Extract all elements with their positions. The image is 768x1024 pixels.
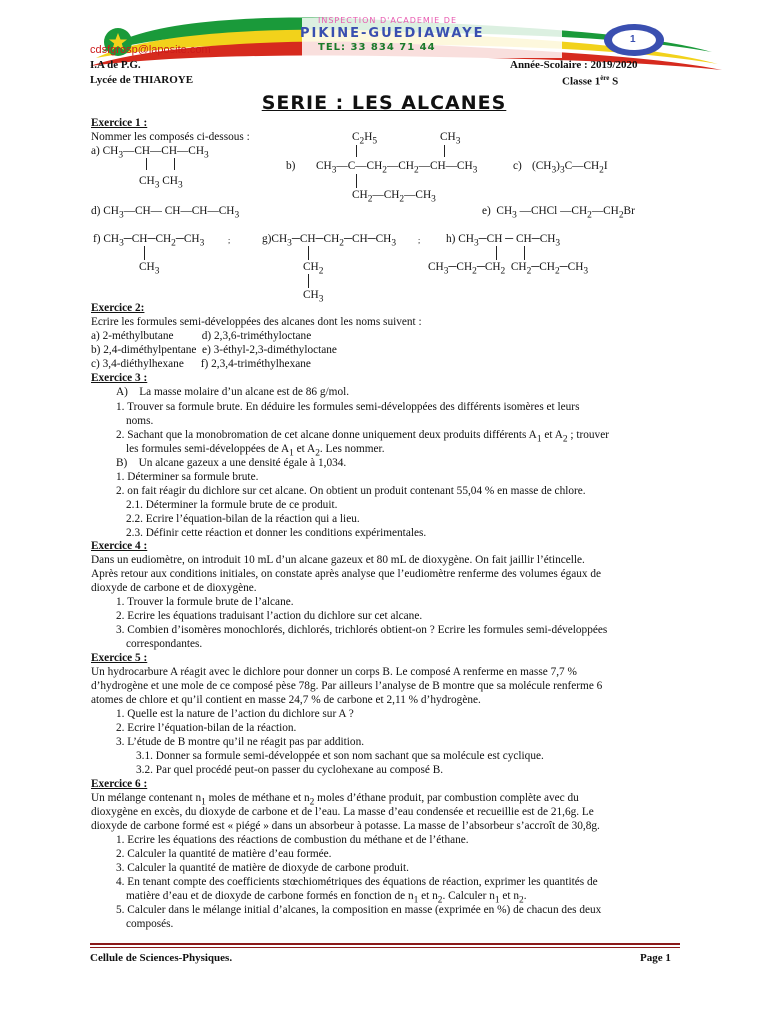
formula-g-branch: $CH_2$ xyxy=(303,261,324,277)
ex3-A2a: 2. Sachant que la monobromation de cet alcane donne uniquement deux produits différents A xyxy=(116,429,537,441)
ex4-q2: 2. Ecrire les équations traduisant l’action du dichlore sur cet alcane. xyxy=(116,610,423,622)
ex6-q4b: matière d’eau et de dioxyde de carbone formés en fonction de $n_1$ et $n_2$. Calculer $n_1$ et $n_2$. xyxy=(126,890,527,906)
ex5-q3: 3. L’étude de B montre qu’il ne réagit pas par addition. xyxy=(116,736,365,748)
ex6-line-2: dioxygène en excès, du dioxyde de carbone et de l’eau. La masse d’eau condensée et recueillie est de 21,6g. Le xyxy=(91,806,594,818)
ex6-q4b3: . Calculer n xyxy=(442,890,495,902)
label-e: e) xyxy=(482,205,491,217)
ex1-heading: Exercice 1 : xyxy=(91,117,148,129)
ex6-l1a: Un mélange contenant n xyxy=(91,792,202,804)
ex5-q1: 1. Quelle est la nature de l’action du dichlore sur A ? xyxy=(116,708,354,720)
ex3-B22: 2.2. Ecrire l’équation-bilan de la réaction qui a lieu. xyxy=(126,513,360,525)
formula-g-branch2: $CH_3$ xyxy=(303,289,324,305)
bond-b1 xyxy=(356,145,357,157)
bond-h1 xyxy=(496,246,497,260)
ex5-q32: 3.2. Par quel procédé peut-on passer du cyclohexane au composé B. xyxy=(136,764,444,776)
ex3-B21: 2.1. Déterminer la formule brute de ce produit. xyxy=(126,499,338,511)
ex3-heading: Exercice 3 : xyxy=(91,372,148,384)
formula-a: a) $CH_3—CH—CH—CH_3$ xyxy=(91,145,209,161)
ex4-q3b: correspondantes. xyxy=(126,638,203,650)
header-annee: Année-Scolaire : 2019/2020 xyxy=(510,59,638,71)
ex2-row-1: a) 2-méthylbutane d) 2,3,6-triméthyloctane xyxy=(91,330,312,342)
ex6-heading: Exercice 6 : xyxy=(91,778,148,790)
label-a: a) xyxy=(91,145,100,157)
formula-d: d) $CH_3—CH—$ $CH—CH—CH_3$ xyxy=(91,205,240,221)
ex4-line-2: Après retour aux conditions initiales, on constate après analyse que l’eudiomètre renferme des volumes égaux de xyxy=(91,568,602,580)
ex5-line-3: atomes de chlore et qu’il contient en masse 24,7 % de carbone et 2,11 % d’hydrogène. xyxy=(91,694,481,706)
ex3-B1: 1. Déterminer sa formule brute. xyxy=(116,471,259,483)
ex6-q4b1: matière d’eau et de dioxyde de carbone formés en fonction de n xyxy=(126,890,414,902)
formula-c-label: c) xyxy=(513,160,522,172)
ex6-q5a: 5. Calculer dans le mélange initial d’alcanes, la composition en masse (exprimée en %) de chacun des deux xyxy=(116,904,602,916)
formula-b-label: b) xyxy=(286,160,296,172)
label-f: f) xyxy=(93,233,101,245)
ex5-line-1: Un hydrocarbure A réagit avec le dichlore pour donner un corps B. Le composé A renferme en masse 7,7 % xyxy=(91,666,577,678)
bond-a1 xyxy=(146,158,147,170)
label-d: d) xyxy=(91,205,101,217)
ex6-l1b: moles de méthane et n xyxy=(205,792,310,804)
ex6-q4a: 4. En tenant compte des coefficients stœchiométriques des équations de réaction, exprimer les quantités de xyxy=(116,876,598,888)
ex6-line-3: dioxyde de carbone formé est « piégé » dans un absorbeur à potasse. La masse de l’absorbeur s’accroît de 30,8g. xyxy=(91,820,600,832)
ex3-B23: 2.3. Définir cette réaction et donner les conditions expérimentales. xyxy=(126,527,427,539)
ex5-q31: 3.1. Donner sa formule semi-développée et son nom sachant que sa molécule est cyclique. xyxy=(136,750,544,762)
ex6-q2: 2. Calculer la quantité de matière d’eau formée. xyxy=(116,848,332,860)
label-g: g) xyxy=(262,233,272,245)
header-classe xyxy=(562,74,618,88)
ex6-q3: 3. Calculer la quantité de matière de dioxyde de carbone produit. xyxy=(116,862,409,874)
ex2-intro: Ecrire les formules semi-développées des alcanes dont les noms suivent : xyxy=(91,316,422,328)
formula-b-top: $C_2H_5$ xyxy=(352,131,378,147)
footer-page: Page 1 xyxy=(640,952,671,964)
page-title: SERIE : LES ALCANES xyxy=(261,92,507,114)
formula-h: h) $CH_3─CH$ ─ $CH─CH_3$ xyxy=(446,233,561,249)
ex3-A1b: noms. xyxy=(126,415,154,427)
ex3-A: A) La masse molaire d’un alcane est de 86 g/mol. xyxy=(116,386,350,398)
ex6-l1c: moles d’éthane produit, par combustion complète avec du xyxy=(314,792,579,804)
formula-b-top2: $CH_3$ xyxy=(440,131,461,147)
header-lycee: Lycée de THIAROYE xyxy=(90,74,194,86)
footer-left: Cellule de Sciences-Physiques. xyxy=(90,952,233,964)
banner-email: cdsfgrosp@laposite.com xyxy=(90,44,211,56)
bond-g1 xyxy=(308,246,309,260)
formula-b-main: $CH_3—C—CH_2—CH_2—CH—CH_3$ xyxy=(316,160,478,176)
sep-g: ; xyxy=(418,236,421,245)
ex4-heading: Exercice 4 : xyxy=(91,540,148,552)
footer-rule xyxy=(90,943,680,945)
header-ia: I.A de P.G. xyxy=(90,59,141,71)
ex3-A2-cont: les formules semi-développées de $A_1$ et $A_2$. Les nommer. xyxy=(126,443,385,459)
ex4-line-3: dioxyde de carbone et de dioxygène. xyxy=(91,582,257,594)
formula-c: $(CH_3)_3C—CH_2I$ xyxy=(532,160,608,176)
ex5-line-2: d’hydrogène et une mole de ce composé pèse 78g. Par ailleurs l’analyse de B montre que sa molécule renferme 6 xyxy=(91,680,603,692)
formula-g: $g)CH_3─CH─CH_2─CH─CH_3$ xyxy=(262,233,397,249)
ex6-q4b2: et n xyxy=(418,890,438,902)
ex5-q2: 2. Ecrire l’équation-bilan de la réaction. xyxy=(116,722,297,734)
banner-line-1: INSPECTION D'ACADEMIE DE xyxy=(318,16,457,25)
formula-e: e) $CH_3$ —CHCl $—CH_2—CH_2Br$ xyxy=(482,205,635,221)
ex6-q1: 1. Ecrire les équations des réactions de combustion du méthane et de l’éthane. xyxy=(116,834,469,846)
formula-b-bottom: $CH_2—CH_2—CH_3$ xyxy=(352,189,436,205)
formula-a-branches: $CH_3$ $CH_3$ xyxy=(139,175,183,191)
ex3-B2: 2. on fait réagir du dichlore sur cet alcane. On obtient un produit contenant 55,04 % en masse de chlore. xyxy=(116,485,586,497)
label-h: h) xyxy=(446,233,456,245)
banner-line-2: PIKINE-GUEDIAWAYE xyxy=(300,26,485,41)
ex5-heading: Exercice 5 : xyxy=(91,652,148,664)
ex3-A2c: . Les nommer. xyxy=(319,443,385,455)
ex1-intro: Nommer les composés ci-dessous : xyxy=(91,131,250,143)
bond-b2 xyxy=(444,145,445,157)
ex3-B: B) Un alcane gazeux a une densité égale à 1,034. xyxy=(116,457,347,469)
ex2-heading: Exercice 2: xyxy=(91,302,145,314)
banner-line-3: TEL: 33 834 71 44 xyxy=(318,42,436,53)
ex6-q4b4: et n xyxy=(499,890,520,902)
header-classe-b: S xyxy=(609,75,619,88)
ex3-A2b: les formules semi-développées de A xyxy=(126,443,290,455)
header-classe-sup: ère xyxy=(600,74,610,82)
logo-badge-number: 1 xyxy=(630,34,636,45)
formula-f: f) $CH_3─CH─CH_2─CH_3$ xyxy=(93,233,205,249)
ex2-row-2: b) 2,4-diméthylpentane e) 3-éthyl-2,3-diméthyloctane xyxy=(91,344,337,356)
bond-h2 xyxy=(524,246,525,260)
formula-h-branches: $CH_3─CH_2─CH_2$ $CH_2─CH_2─CH_3$ xyxy=(428,261,589,277)
ex3-A1a: 1. Trouver sa formule brute. En déduire les formules semi-développées des différents isomères et leurs xyxy=(116,401,580,413)
ex3-A2: 2. Sachant que la monobromation de cet alcane donne uniquement deux produits différents $A_1$ et $A_2$ ; trouver xyxy=(116,429,609,445)
sep-f: ; xyxy=(228,236,231,245)
bond-g2 xyxy=(308,274,309,288)
ex6-q5b: composés. xyxy=(126,918,174,930)
header-classe-a: Classe 1 xyxy=(562,75,601,88)
formula-f-branch: $CH_3$ xyxy=(139,261,160,277)
ex4-line-1: Dans un eudiomètre, on introduit 10 mL d’un alcane gazeux et 80 mL de dioxygène. On fait jaillir l’étincelle. xyxy=(91,554,585,566)
bond-a2 xyxy=(174,158,175,170)
footer-rule-thin xyxy=(90,947,680,948)
ex6-line-1: Un mélange contenant $n_1$ moles de méthane et $n_2$ moles d’éthane produit, par combustion complète avec du xyxy=(91,792,579,808)
ex4-q1: 1. Trouver la formule brute de l’alcane. xyxy=(116,596,294,608)
ex4-q3a: 3. Combien d’isomères monochlorés, dichlorés, trichlorés obtient-on ? Ecrire les formules semi-développées xyxy=(116,624,608,636)
bond-f1 xyxy=(144,246,145,260)
bond-b3 xyxy=(356,174,357,188)
ex2-row-3: c) 3,4-diéthylhexane f) 2,3,4-triméthylhexane xyxy=(91,358,311,370)
